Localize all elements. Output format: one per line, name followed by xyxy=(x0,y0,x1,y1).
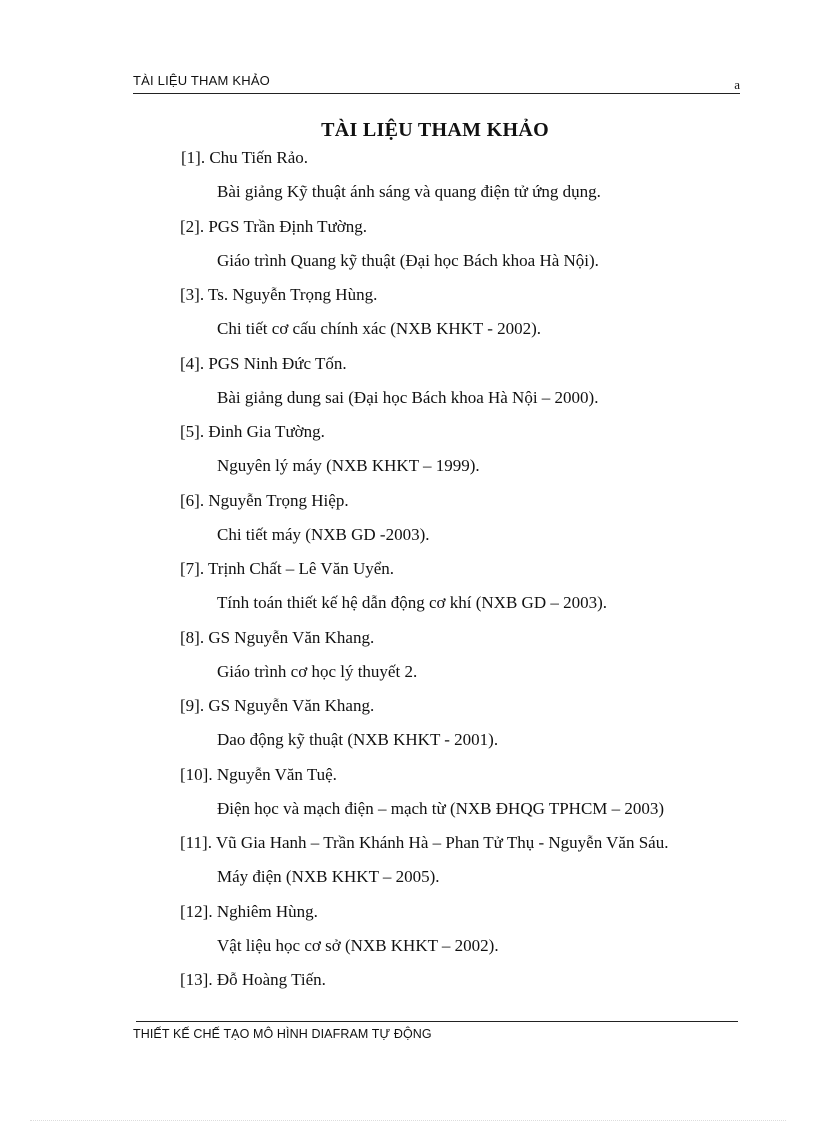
reference-item xyxy=(0,285,816,354)
reference-author: [12]. Nghiêm Hùng. xyxy=(180,901,318,921)
reference-author: [1]. Chu Tiến Rảo. xyxy=(181,148,309,167)
reference-author: [13]. Đỗ Hoàng Tiến. xyxy=(180,970,326,989)
reference-item xyxy=(0,148,816,217)
header-page-mark: a xyxy=(734,77,740,92)
reference-item xyxy=(0,902,816,971)
reference-item xyxy=(0,559,816,628)
reference-work: Nguyên lý máy (NXB KHKT – 1999). xyxy=(217,456,480,475)
reference-author: [11]. Vũ Gia Hanh – Trần Khánh Hà – Phan Tử Thụ - Nguyễn Văn Sáu. xyxy=(180,833,669,852)
reference-work: Chi tiết cơ cấu chính xác (NXB KHKT - 2002). xyxy=(217,319,542,338)
reference-author: [9]. GS Nguyễn Văn Khang. xyxy=(180,696,375,715)
reference-item xyxy=(0,833,816,902)
page-footer: THIẾT KẾ CHẾ TẠO MÔ HÌNH DIAFRAM TỰ ĐỘNG xyxy=(133,1027,432,1041)
reference-author: [4]. PGS Ninh Đức Tốn. xyxy=(180,353,347,373)
reference-item xyxy=(0,628,816,697)
reference-item xyxy=(0,354,816,423)
reference-work: Máy điện (NXB KHKT – 2005). xyxy=(217,867,440,886)
reference-work: Tính toán thiết kế hệ dẫn động cơ khí (NXB GD – 2003). xyxy=(217,593,608,612)
page-title: TÀI LIỆU THAM KHẢO xyxy=(321,119,549,141)
page-header xyxy=(133,71,740,94)
reference-work: Chi tiết máy (NXB GD -2003). xyxy=(217,524,430,544)
reference-work: Bài giảng Kỹ thuật ánh sáng và quang điện tử ứng dụng. xyxy=(217,182,601,201)
reference-author: [2]. PGS Trần Định Tường. xyxy=(180,216,367,236)
reference-list xyxy=(0,148,816,1039)
reference-item xyxy=(0,422,816,491)
reference-work: Bài giảng dung sai (Đại học Bách khoa Hà Nội – 2000). xyxy=(217,387,599,407)
reference-work: Vật liệu học cơ sở (NXB KHKT – 2002). xyxy=(217,935,499,955)
reference-author: [6]. Nguyễn Trọng Hiệp. xyxy=(180,490,349,510)
reference-author: [8]. GS Nguyễn Văn Khang. xyxy=(180,627,375,647)
reference-item xyxy=(0,491,816,560)
reference-item xyxy=(0,765,816,834)
reference-work: Dao động kỹ thuật (NXB KHKT - 2001). xyxy=(217,730,499,749)
reference-work: Giáo trình cơ học lý thuyết 2. xyxy=(217,661,418,681)
reference-item xyxy=(0,696,816,765)
reference-author: [7]. Trịnh Chất – Lê Văn Uyển. xyxy=(180,559,395,578)
reference-work: Điện học và mạch điện – mạch từ (NXB ĐHQG TPHCM – 2003) xyxy=(217,798,665,818)
page-edge-divider xyxy=(30,1120,786,1121)
reference-author: [5]. Đinh Gia Tường. xyxy=(180,422,325,441)
reference-item xyxy=(0,217,816,286)
footer-rule xyxy=(136,1021,738,1022)
reference-author: [10]. Nguyễn Văn Tuệ. xyxy=(180,764,337,784)
header-title: TÀI LIỆU THAM KHẢO xyxy=(133,73,270,88)
reference-work: Giáo trình Quang kỹ thuật (Đại học Bách khoa Hà Nội). xyxy=(217,250,599,270)
reference-author: [3]. Ts. Nguyễn Trọng Hùng. xyxy=(180,285,378,304)
